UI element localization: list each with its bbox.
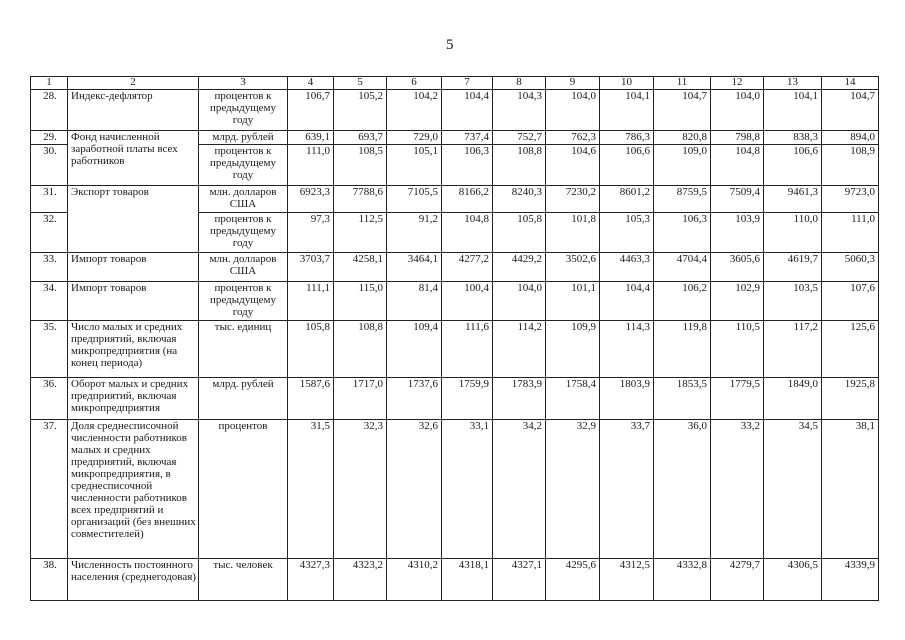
page-number: 5 [446, 37, 454, 53]
value-cell: 1717,0 [334, 377, 387, 420]
value-cell: 111,0 [288, 145, 334, 186]
value-cell: 1779,5 [711, 377, 764, 420]
header-cell: 9 [546, 77, 600, 90]
unit-cell: млрд. рублей [199, 377, 288, 420]
header-cell: 7 [442, 77, 493, 90]
value-cell: 102,9 [711, 281, 764, 321]
value-cell: 4704,4 [654, 253, 711, 282]
value-cell: 4310,2 [387, 559, 442, 601]
value-cell: 81,4 [387, 281, 442, 321]
value-cell: 9723,0 [822, 185, 879, 213]
value-cell: 104,6 [546, 145, 600, 186]
indicator-name: Число малых и средних предприятий, включая микропредприятия (на конец периода) [68, 321, 199, 377]
value-cell: 34,5 [764, 420, 822, 559]
value-cell: 762,3 [546, 130, 600, 144]
value-cell: 4339,9 [822, 559, 879, 601]
value-cell: 8759,5 [654, 185, 711, 213]
value-cell: 1803,9 [600, 377, 654, 420]
value-cell: 32,9 [546, 420, 600, 559]
value-cell: 109,4 [387, 321, 442, 377]
value-cell: 8240,3 [493, 185, 546, 213]
row-number: 28. [31, 90, 68, 131]
value-cell: 114,3 [600, 321, 654, 377]
table-row [31, 185, 879, 213]
row-number: 29. [31, 130, 68, 144]
value-cell: 103,9 [711, 213, 764, 253]
table-row [31, 90, 879, 131]
value-cell: 4327,1 [493, 559, 546, 601]
value-cell: 117,2 [764, 321, 822, 377]
value-cell: 4258,1 [334, 253, 387, 282]
value-cell: 112,5 [334, 213, 387, 253]
value-cell: 106,3 [442, 145, 493, 186]
value-cell: 111,1 [288, 281, 334, 321]
table-row [31, 253, 879, 282]
row-number: 32. [31, 213, 68, 253]
value-cell: 1853,5 [654, 377, 711, 420]
value-cell: 1587,6 [288, 377, 334, 420]
header-cell: 10 [600, 77, 654, 90]
value-cell: 8166,2 [442, 185, 493, 213]
table-row [31, 130, 879, 144]
value-cell: 106,6 [764, 145, 822, 186]
value-cell: 820,8 [654, 130, 711, 144]
value-cell: 101,1 [546, 281, 600, 321]
value-cell: 104,8 [711, 145, 764, 186]
value-cell: 786,3 [600, 130, 654, 144]
value-cell: 894,0 [822, 130, 879, 144]
value-cell: 1758,4 [546, 377, 600, 420]
value-cell: 104,1 [764, 90, 822, 131]
unit-cell: тыс. единиц [199, 321, 288, 377]
value-cell: 107,6 [822, 281, 879, 321]
unit-cell: процентов к предыдущему году [199, 145, 288, 186]
forecast-table [30, 76, 879, 601]
value-cell: 737,4 [442, 130, 493, 144]
unit-cell: процентов [199, 420, 288, 559]
value-cell: 1925,8 [822, 377, 879, 420]
header-cell: 8 [493, 77, 546, 90]
table-row [31, 420, 879, 559]
value-cell: 4277,2 [442, 253, 493, 282]
value-cell: 639,1 [288, 130, 334, 144]
value-cell: 4327,3 [288, 559, 334, 601]
value-cell: 7230,2 [546, 185, 600, 213]
value-cell: 104,4 [600, 281, 654, 321]
unit-cell: процентов к предыдущему году [199, 213, 288, 253]
value-cell: 33,2 [711, 420, 764, 559]
value-cell: 105,8 [288, 321, 334, 377]
value-cell: 1849,0 [764, 377, 822, 420]
value-cell: 4306,5 [764, 559, 822, 601]
unit-cell: млн. долларов США [199, 185, 288, 213]
value-cell: 109,9 [546, 321, 600, 377]
value-cell: 104,7 [654, 90, 711, 131]
table-row [31, 281, 879, 321]
value-cell: 1783,9 [493, 377, 546, 420]
value-cell: 104,0 [711, 90, 764, 131]
indicator-name: Численность постоянного населения (среднегодовая) [68, 559, 199, 601]
value-cell: 4295,6 [546, 559, 600, 601]
value-cell: 110,0 [764, 213, 822, 253]
value-cell: 104,4 [442, 90, 493, 131]
header-cell: 13 [764, 77, 822, 90]
unit-cell: млрд. рублей [199, 130, 288, 144]
value-cell: 91,2 [387, 213, 442, 253]
value-cell: 38,1 [822, 420, 879, 559]
indicator-name: Доля среднесписочной численности работников малых и средних предприятий, включая микропредприятия, в среднесписочной численности работников всех предприятий и организаций (без внешних совместителей) [68, 420, 199, 559]
indicator-name: Экспорт товаров [68, 185, 199, 252]
value-cell: 105,8 [493, 213, 546, 253]
value-cell: 108,9 [822, 145, 879, 186]
header-cell: 11 [654, 77, 711, 90]
value-cell: 4619,7 [764, 253, 822, 282]
value-cell: 105,1 [387, 145, 442, 186]
value-cell: 101,8 [546, 213, 600, 253]
indicator-name: Индекс-дефлятор [68, 90, 199, 131]
value-cell: 4323,2 [334, 559, 387, 601]
value-cell: 33,1 [442, 420, 493, 559]
value-cell: 97,3 [288, 213, 334, 253]
value-cell: 108,8 [493, 145, 546, 186]
row-number: 34. [31, 281, 68, 321]
indicator-name: Импорт товаров [68, 281, 199, 321]
value-cell: 4429,2 [493, 253, 546, 282]
indicator-name: Импорт товаров [68, 253, 199, 282]
header-row [31, 77, 879, 90]
value-cell: 106,3 [654, 213, 711, 253]
header-cell: 5 [334, 77, 387, 90]
value-cell: 4463,3 [600, 253, 654, 282]
value-cell: 104,3 [493, 90, 546, 131]
value-cell: 108,8 [334, 321, 387, 377]
unit-cell: млн. долларов США [199, 253, 288, 282]
value-cell: 104,1 [600, 90, 654, 131]
value-cell: 114,2 [493, 321, 546, 377]
header-cell: 14 [822, 77, 879, 90]
value-cell: 3464,1 [387, 253, 442, 282]
value-cell: 105,2 [334, 90, 387, 131]
value-cell: 115,0 [334, 281, 387, 321]
value-cell: 752,7 [493, 130, 546, 144]
value-cell: 4279,7 [711, 559, 764, 601]
table-row [31, 559, 879, 601]
value-cell: 111,0 [822, 213, 879, 253]
value-cell: 100,4 [442, 281, 493, 321]
value-cell: 31,5 [288, 420, 334, 559]
value-cell: 32,3 [334, 420, 387, 559]
value-cell: 32,6 [387, 420, 442, 559]
row-number: 36. [31, 377, 68, 420]
row-number: 38. [31, 559, 68, 601]
header-cell: 3 [199, 77, 288, 90]
value-cell: 6923,3 [288, 185, 334, 213]
value-cell: 111,6 [442, 321, 493, 377]
value-cell: 104,0 [493, 281, 546, 321]
value-cell: 838,3 [764, 130, 822, 144]
value-cell: 4318,1 [442, 559, 493, 601]
value-cell: 1737,6 [387, 377, 442, 420]
value-cell: 693,7 [334, 130, 387, 144]
value-cell: 34,2 [493, 420, 546, 559]
header-cell: 2 [68, 77, 199, 90]
forecast-table-wrapper [30, 76, 878, 601]
value-cell: 9461,3 [764, 185, 822, 213]
value-cell: 104,2 [387, 90, 442, 131]
value-cell: 4332,8 [654, 559, 711, 601]
header-cell: 6 [387, 77, 442, 90]
value-cell: 106,2 [654, 281, 711, 321]
value-cell: 7788,6 [334, 185, 387, 213]
value-cell: 103,5 [764, 281, 822, 321]
table-row [31, 321, 879, 377]
value-cell: 119,8 [654, 321, 711, 377]
header-cell: 12 [711, 77, 764, 90]
row-number: 31. [31, 185, 68, 213]
value-cell: 104,8 [442, 213, 493, 253]
value-cell: 33,7 [600, 420, 654, 559]
value-cell: 109,0 [654, 145, 711, 186]
value-cell: 3605,6 [711, 253, 764, 282]
header-cell: 1 [31, 77, 68, 90]
unit-cell: тыс. человек [199, 559, 288, 601]
table-row [31, 377, 879, 420]
value-cell: 105,3 [600, 213, 654, 253]
unit-cell: процентов к предыдущему году [199, 281, 288, 321]
value-cell: 104,0 [546, 90, 600, 131]
header-cell: 4 [288, 77, 334, 90]
value-cell: 36,0 [654, 420, 711, 559]
row-number: 33. [31, 253, 68, 282]
value-cell: 7509,4 [711, 185, 764, 213]
value-cell: 8601,2 [600, 185, 654, 213]
indicator-name: Оборот малых и средних предприятий, включая микропредприятия [68, 377, 199, 420]
indicator-name: Фонд начисленной заработной платы всех работников [68, 130, 199, 185]
value-cell: 110,5 [711, 321, 764, 377]
value-cell: 1759,9 [442, 377, 493, 420]
value-cell: 5060,3 [822, 253, 879, 282]
value-cell: 729,0 [387, 130, 442, 144]
value-cell: 104,7 [822, 90, 879, 131]
value-cell: 3502,6 [546, 253, 600, 282]
row-number: 37. [31, 420, 68, 559]
value-cell: 108,5 [334, 145, 387, 186]
value-cell: 798,8 [711, 130, 764, 144]
unit-cell: процентов к предыдущему году [199, 90, 288, 131]
value-cell: 106,7 [288, 90, 334, 131]
value-cell: 7105,5 [387, 185, 442, 213]
value-cell: 4312,5 [600, 559, 654, 601]
row-number: 35. [31, 321, 68, 377]
value-cell: 125,6 [822, 321, 879, 377]
value-cell: 106,6 [600, 145, 654, 186]
value-cell: 3703,7 [288, 253, 334, 282]
row-number: 30. [31, 145, 68, 186]
